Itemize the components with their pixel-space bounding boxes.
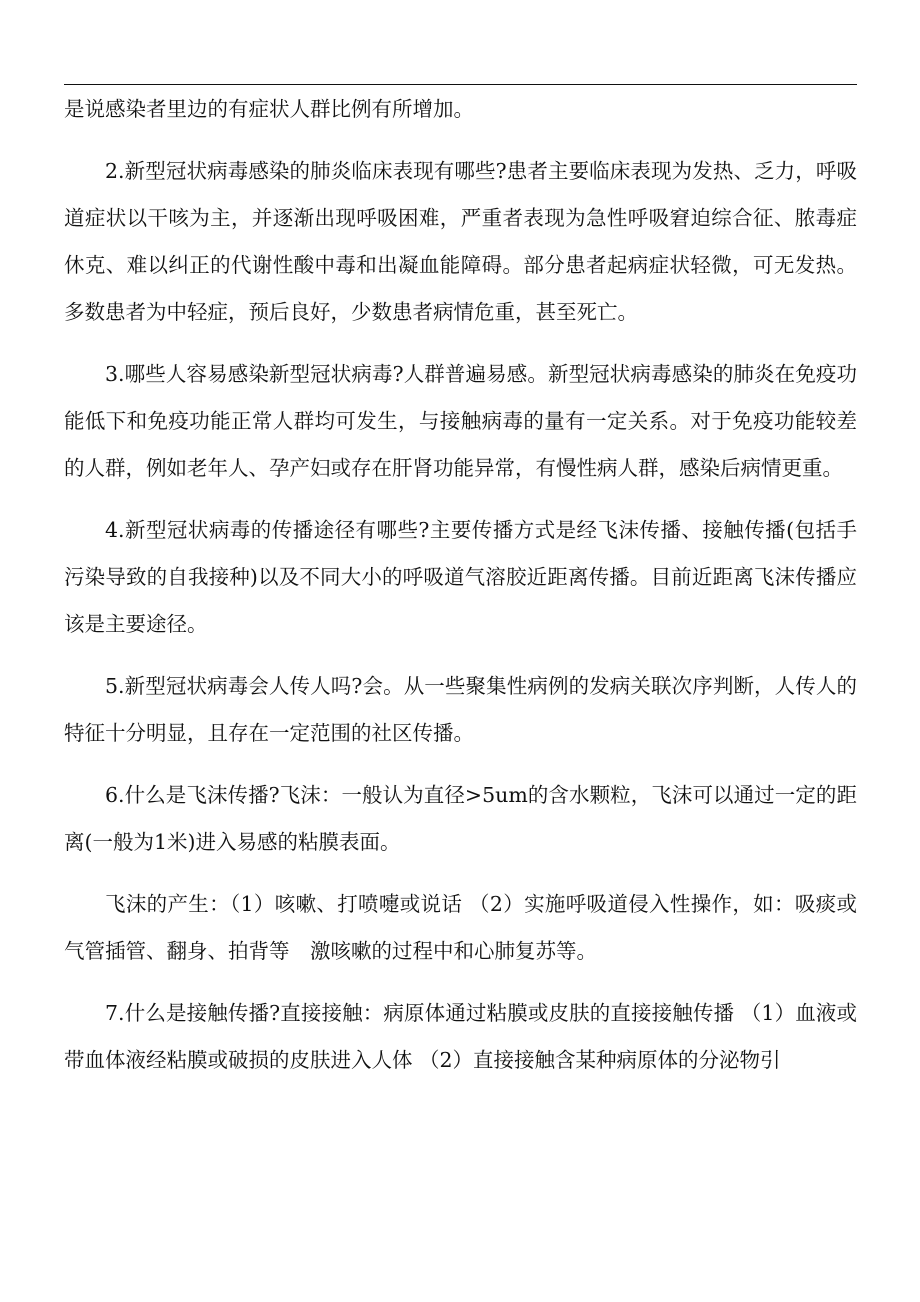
paragraph-q3-susceptible-groups: 3.哪些人容易感染新型冠状病毒?人群普遍易感。新型冠状病毒感染的肺炎在免疫功能低下和免疫功能正常人群均可发生，与接触病毒的量有一定关系。对于免疫功能较差的人群，例如老年人、孕产妇或存在肝肾功能异常，有慢性病人群，感染后病情更重。 <box>64 362 857 480</box>
header-divider <box>64 84 857 85</box>
paragraph-q4-transmission-routes: 4.新型冠状病毒的传播途径有哪些?主要传播方式是经飞沫传播、接触传播(包括手污染导致的自我接种)以及不同大小的呼吸道气溶胶近距离传播。目前近距离飞沫传播应该是主要途径。 <box>64 518 857 636</box>
paragraph-q6-droplet-transmission: 6.什么是飞沫传播?飞沫：一般认为直径>5um的含水颗粒，飞沫可以通过一定的距离(一般为1米)进入易感的粘膜表面。 <box>64 783 857 854</box>
paragraph-q2-clinical-symptoms: 2.新型冠状病毒感染的肺炎临床表现有哪些?患者主要临床表现为发热、乏力，呼吸道症状以干咳为主，并逐渐出现呼吸困难，严重者表现为急性呼吸窘迫综合征、脓毒症休克、难以纠正的代谢性酸中毒和出凝血能障碍。部分患者起病症状轻微，可无发热。多数患者为中轻症，预后良好，少数患者病情危重，甚至死亡。 <box>64 159 857 324</box>
document-body <box>64 86 857 1099</box>
paragraph-droplet-generation: 飞沫的产生：（1）咳嗽、打喷嚏或说话 （2）实施呼吸道侵入性操作，如：吸痰或气管插管、翻身、拍背等 激咳嗽的过程中和心肺复苏等。 <box>64 892 857 963</box>
paragraph-q5-human-to-human: 5.新型冠状病毒会人传人吗?会。从一些聚集性病例的发病关联次序判断，人传人的特征十分明显，且存在一定范围的社区传播。 <box>64 674 857 745</box>
paragraph-continuation: 是说感染者里边的有症状人群比例有所增加。 <box>64 97 474 121</box>
paragraph-q7-contact-transmission: 7.什么是接触传播?直接接触：病原体通过粘膜或皮肤的直接接触传播 （1）血液或带血体液经粘膜或破损的皮肤进入人体 （2）直接接触含某种病原体的分泌物引 <box>64 1001 857 1072</box>
